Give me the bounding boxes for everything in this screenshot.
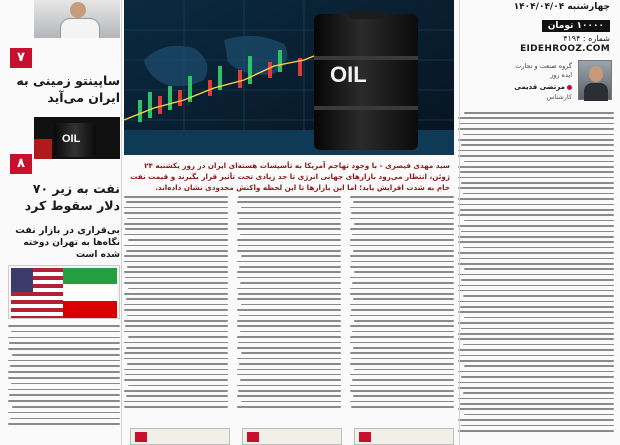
author-photo <box>578 60 612 100</box>
author-block <box>458 58 614 108</box>
author-group: گروه صنعت و تجارت <box>515 62 572 70</box>
right-column <box>458 0 614 445</box>
issue-number: شماره : ۴۱۹۴ <box>563 34 610 43</box>
main-article <box>122 0 456 445</box>
article-columns <box>124 196 454 424</box>
flags-image <box>8 265 120 319</box>
iran-flag-icon <box>61 268 117 318</box>
article-column <box>124 196 228 424</box>
author-name: مرتضی قدیمی <box>514 83 572 91</box>
masthead <box>458 0 614 56</box>
author-section: ایده روز <box>550 71 572 79</box>
us-flag-icon <box>11 268 63 318</box>
teaser-number-badge: ۷ <box>10 48 32 68</box>
column-divider <box>121 0 122 445</box>
article-column <box>350 196 454 424</box>
teaser-photo-oil[interactable]: OIL <box>34 117 120 159</box>
box-subheadline: نگاه‌ها به تهران دوخته شده است <box>23 238 120 260</box>
oil-barrel-image <box>314 14 418 150</box>
box-body <box>8 325 120 425</box>
article-lead: سید مهدی قیصری - با وجود تهاجم آمریکا به تأسیسات هسته‌ای ایران در روز یکشنبه ۲۴ ژوئن، انتظار می‌رود بازارهای جهانی انرژی تا حد زیادی تحت تأثیر قرار بگیرند و قیمت نفت خام به شدت افزایش یابد؛ اما این بازارها تا این لحظه واکنش محدودی نشان داده‌اند. <box>130 161 450 192</box>
box-headline[interactable]: بی‌قراری در بازار نفت <box>15 225 120 236</box>
teaser-headline[interactable]: نفت به زیر ۷۰ دلار سقوط کرد <box>24 181 120 213</box>
teaser-number-badge: ۸ <box>10 154 32 174</box>
barrel-label: OIL <box>330 62 367 87</box>
hero-image <box>124 0 454 155</box>
site-url[interactable]: EIDEHROOZ.COM <box>520 44 610 54</box>
column-divider <box>459 0 460 445</box>
left-teasers <box>4 0 120 445</box>
author-title: کارشناس <box>546 93 572 101</box>
bullet-icon <box>567 85 572 90</box>
ad-banner[interactable] <box>354 428 454 445</box>
article-column <box>237 196 341 424</box>
article-body-right <box>458 112 614 445</box>
oil-market-box <box>8 225 120 445</box>
teaser-photo-coach[interactable] <box>34 0 120 38</box>
issue-date: چهارشنبه ۱۴۰۴/۰۴/۰۴ <box>513 2 610 12</box>
ad-banner[interactable] <box>242 428 342 445</box>
ad-strip <box>124 428 454 445</box>
teaser-headline[interactable]: ساپینتو زمینی به ایران می‌آید <box>16 73 120 105</box>
issue-price: ۱۰۰۰۰ تومان <box>542 20 610 32</box>
ad-banner[interactable] <box>130 428 230 445</box>
